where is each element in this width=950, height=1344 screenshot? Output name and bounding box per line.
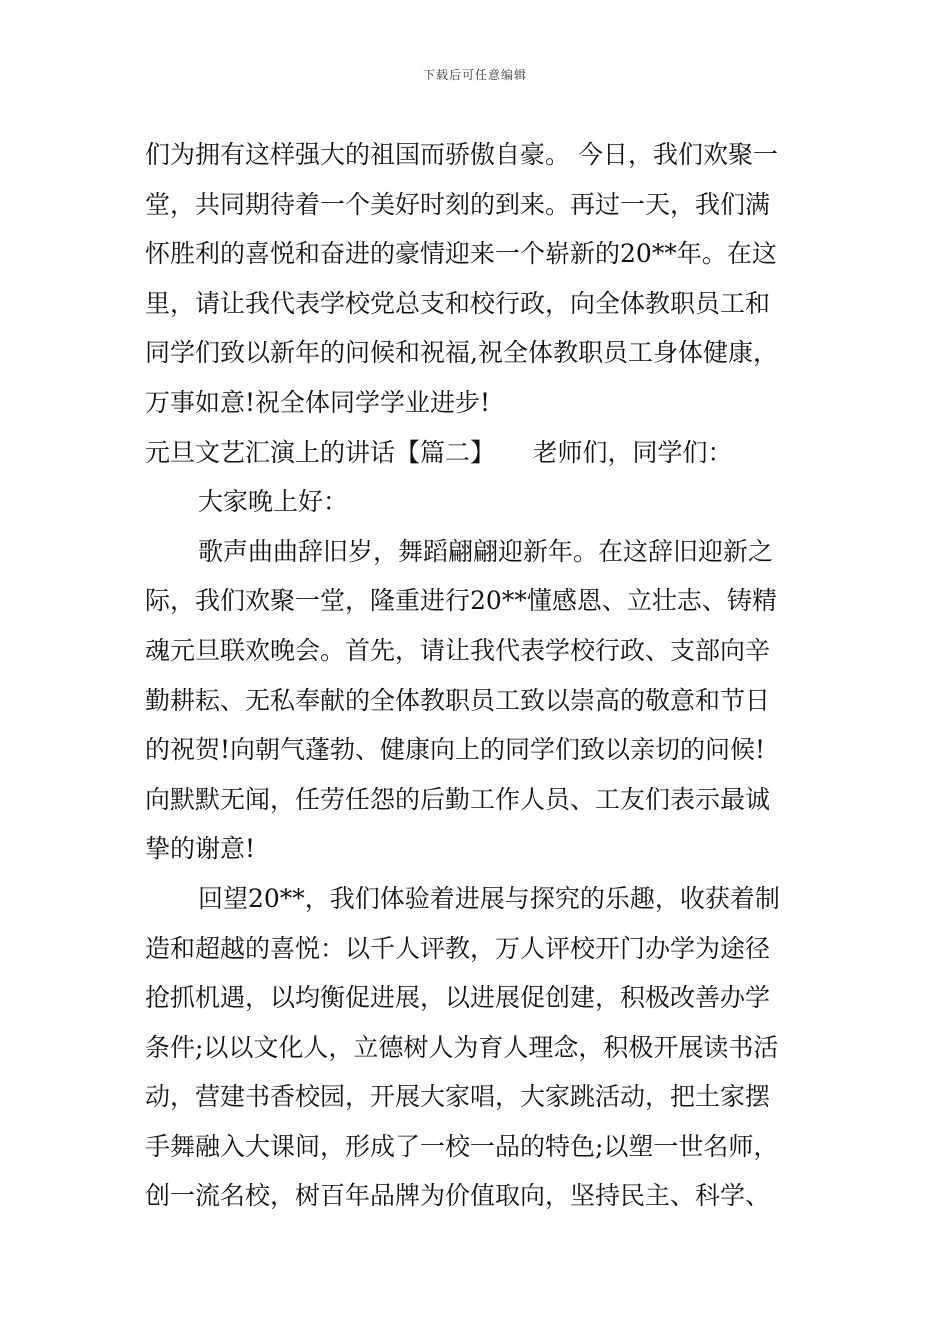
document-body (145, 130, 810, 1221)
text-line: 里，请让我代表学校党总支和校行政，向全体教职员工和 (145, 288, 771, 318)
text-line: 魂元旦联欢晚会。首先，请让我代表学校行政、支部向辛 (145, 635, 771, 665)
text-line: 向默默无闻，任劳任怨的后勤工作人员、工友们表示最诚 (145, 784, 771, 814)
text-line: 条件;以以文化人，立德树人为育人理念，积极开展读书活 (145, 1032, 779, 1062)
text-line: 造和超越的喜悦：以千人评教，万人评校开门办学为途径 (145, 933, 771, 963)
text-line: 怀胜利的喜悦和奋进的豪情迎来一个崭新的20**年。在这 (145, 239, 777, 269)
text-line: 万事如意!祝全体同学学业进步! (145, 387, 491, 417)
text-line: 际，我们欢聚一堂，隆重进行20**懂感恩、立壮志、铸精 (145, 586, 777, 616)
text-line: 堂，共同期待着一个美好时刻的到来。再过一天，我们满 (145, 189, 771, 219)
text-line: 歌声曲曲辞旧岁，舞蹈翩翩迎新年。在这辞旧迎新之 (198, 536, 774, 566)
text-line: 的祝贺!向朝气蓬勃、健康向上的同学们致以亲切的问候! (145, 735, 766, 765)
header-note: 下载后可任意编辑 (422, 68, 527, 82)
text-line: 创一流名校，树百年品牌为价值取向，坚持民主、科学、 (145, 1181, 771, 1211)
text-line: 回望20**，我们体验着进展与探究的乐趣，收获着制 (198, 883, 780, 913)
text-line: 手舞融入大课间，形成了一校一品的特色;以塑一世名师， (145, 1131, 779, 1161)
text-line: 同学们致以新年的问候和祝福,祝全体教职员工身体健康， (145, 338, 778, 368)
text-line: 挚的谢意! (145, 834, 256, 864)
text-line: 抢抓机遇，以均衡促进展，以进展促创建，积极改善办学 (145, 983, 771, 1013)
text-line: 动，营建书香校园，开展大家唱，大家跳活动，把土家摆 (145, 1082, 771, 1112)
greeting-line: 大家晚上好： (198, 487, 349, 517)
text-line: 们为拥有这样强大的祖国而骄傲自豪。 今日，我们欢聚一 (145, 140, 778, 169)
section-heading-line: 元旦文艺汇演上的讲话【篇二】 老师们，同学们： (145, 437, 733, 467)
text-line: 勤耕耘、无私奉献的全体教职员工致以崇高的敬意和节日 (145, 685, 771, 715)
